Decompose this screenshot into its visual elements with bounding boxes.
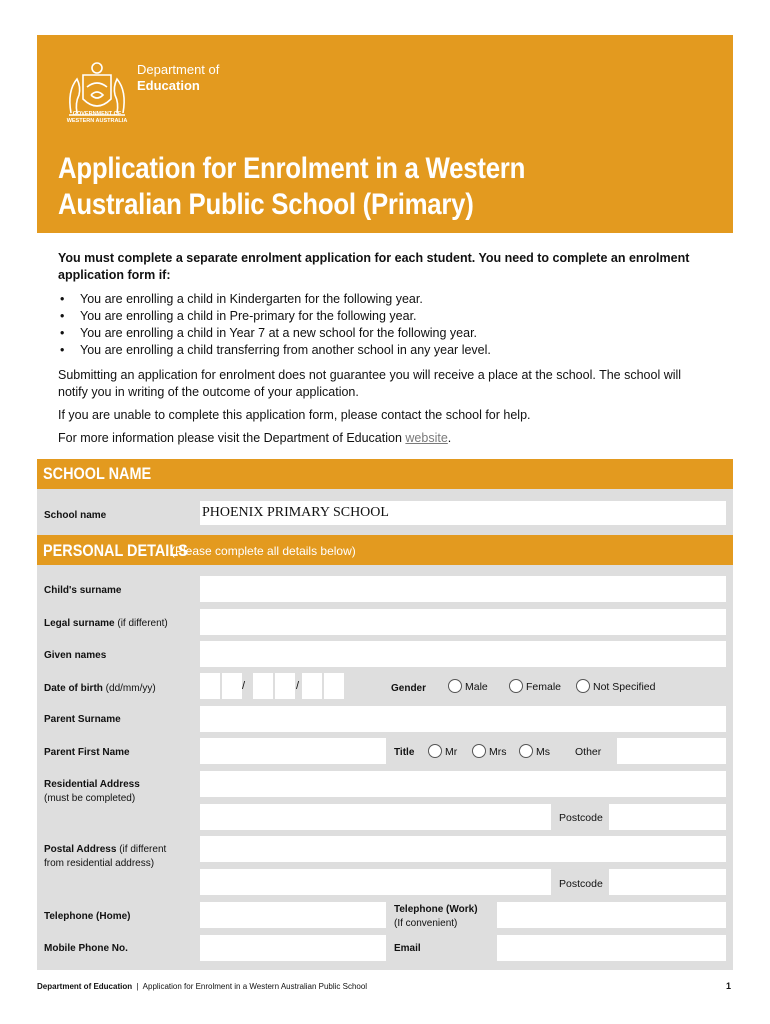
parent-surname-field[interactable] xyxy=(200,706,726,732)
personal-details-panel xyxy=(37,565,733,970)
dob-year-digit-2[interactable] xyxy=(324,673,344,699)
telephone-work-note: (If convenient) xyxy=(394,918,458,929)
school-name-panel xyxy=(37,489,733,535)
personal-section-note: (Please complete all details below) xyxy=(171,544,356,558)
telephone-work-label: Telephone (Work) xyxy=(394,904,478,915)
residential-address-line2-field[interactable] xyxy=(200,804,551,830)
mobile-phone-label: Mobile Phone No. xyxy=(44,943,128,954)
title-ms-radio[interactable] xyxy=(519,744,533,758)
gender-not-specified-radio[interactable] xyxy=(576,679,590,693)
gender-male-radio[interactable] xyxy=(448,679,462,693)
legal-surname-field[interactable] xyxy=(200,609,726,635)
dob-day-digit-2[interactable] xyxy=(222,673,242,699)
info-suffix: . xyxy=(447,431,452,445)
postal-address-label xyxy=(44,843,166,856)
personal-details-section-header xyxy=(37,535,733,565)
dob-separator: / xyxy=(296,680,300,692)
residential-address-label: Residential Address xyxy=(44,779,140,790)
parent-first-name-label: Parent First Name xyxy=(44,747,130,758)
parent-surname-label: Parent Surname xyxy=(44,714,121,725)
gender-male-label: Male xyxy=(465,681,488,693)
dob-text: Date of birth xyxy=(44,683,103,694)
mobile-phone-field[interactable] xyxy=(200,935,386,961)
postal-postcode-field[interactable] xyxy=(609,869,726,895)
school-name-section-header xyxy=(37,459,733,489)
postal-address-text: Postal Address xyxy=(44,844,117,855)
footer-separator: | xyxy=(136,982,139,991)
telephone-work-field[interactable] xyxy=(497,902,726,928)
bullet-item: • You are enrolling a child in Pre-primary for the following year. xyxy=(58,308,698,325)
childs-surname-field[interactable] xyxy=(200,576,726,602)
school-name-field[interactable] xyxy=(200,501,726,525)
email-field[interactable] xyxy=(497,935,726,961)
school-name-value: PHOENIX PRIMARY SCHOOL xyxy=(202,505,389,520)
bullet-item: • You are enrolling a child in Kindergarten for the following year. xyxy=(58,291,698,308)
page-footer xyxy=(37,982,367,991)
email-label: Email xyxy=(394,943,421,954)
intro-para-help: If you are unable to complete this application form, please contact the school for help. xyxy=(58,408,531,422)
school-section-title: SCHOOL NAME xyxy=(43,464,152,483)
dob-year-digit-1[interactable] xyxy=(302,673,322,699)
title-mrs-label: Mrs xyxy=(489,746,507,758)
info-prefix: For more information please visit the Department of Education xyxy=(58,431,406,445)
residential-postcode-field[interactable] xyxy=(609,804,726,830)
parent-first-name-field[interactable] xyxy=(200,738,386,764)
intro-lead: You must complete a separate enrolment application for each student. You need to complete an enrolment application form if: xyxy=(58,251,690,282)
dob-label xyxy=(44,682,156,695)
postal-address-note-2: from residential address) xyxy=(44,858,155,869)
residential-address-note: (must be completed) xyxy=(44,793,136,804)
dept-line1: Department of xyxy=(137,62,220,77)
crest-caption xyxy=(57,111,137,125)
personal-section-title: PERSONAL DETAILS xyxy=(43,541,188,560)
telephone-home-field[interactable] xyxy=(200,902,386,928)
header-banner xyxy=(37,35,733,233)
telephone-home-label: Telephone (Home) xyxy=(44,911,131,922)
title-ms-label: Ms xyxy=(536,746,550,758)
dob-month-digit-1[interactable] xyxy=(253,673,273,699)
dob-note: (dd/mm/yy) xyxy=(105,683,156,694)
dept-line2: Education xyxy=(137,78,200,93)
website-link[interactable]: website xyxy=(405,431,448,445)
bullet-item: • You are enrolling a child in Year 7 at a new school for the following year. xyxy=(58,325,698,342)
dob-month-digit-2[interactable] xyxy=(275,673,295,699)
gender-female-label: Female xyxy=(526,681,562,693)
postal-address-line1-field[interactable] xyxy=(200,836,726,862)
childs-surname-label: Child's surname xyxy=(44,585,122,596)
gender-female-radio[interactable] xyxy=(509,679,523,693)
title-mr-radio[interactable] xyxy=(428,744,442,758)
footer-doc-title: Application for Enrolment in a Western Australian Public School xyxy=(142,982,368,991)
legal-surname-note: (if different) xyxy=(117,618,168,629)
gender-not-specified-label: Not Specified xyxy=(593,681,656,693)
given-names-label: Given names xyxy=(44,650,107,661)
postal-postcode-label: Postcode xyxy=(559,878,603,890)
residential-address-line1-field[interactable] xyxy=(200,771,726,797)
title-other-field[interactable] xyxy=(617,738,726,764)
gender-label: Gender xyxy=(391,683,427,694)
given-names-field[interactable] xyxy=(200,641,726,667)
coat-of-arms-logo xyxy=(57,53,137,141)
residential-postcode-label: Postcode xyxy=(559,812,603,824)
crest-caption-line1: GOVERNMENT OF xyxy=(72,111,122,117)
postal-address-line2-field[interactable] xyxy=(200,869,551,895)
intro-para-info xyxy=(58,430,698,447)
crest-caption-line2: WESTERN AUSTRALIA xyxy=(66,118,128,124)
title-label: Title xyxy=(394,747,415,758)
school-name-label: School name xyxy=(44,510,107,521)
title-other-label: Other xyxy=(575,746,602,758)
intro-text xyxy=(58,250,698,447)
page-title: Application for Enrolment in a Western Australian Public School (Primary) xyxy=(58,152,526,221)
page-number: 1 xyxy=(726,981,732,991)
legal-surname-text: Legal surname xyxy=(44,618,115,629)
dob-separator: / xyxy=(242,680,246,692)
footer-dept: Department of Education xyxy=(37,982,133,991)
intro-bullets xyxy=(58,291,698,359)
legal-surname-label xyxy=(44,617,168,630)
postal-address-note-1: (if different xyxy=(119,844,167,855)
intro-para-guarantee: Submitting an application for enrolment does not guarantee you will receive a place at the school. The school will notify you in writing of the outcome of your application. xyxy=(58,368,682,399)
bullet-item: • You are enrolling a child transferring from another school in any year level. xyxy=(58,342,698,359)
department-name xyxy=(137,62,219,94)
title-mr-label: Mr xyxy=(445,746,458,758)
dob-day-digit-1[interactable] xyxy=(200,673,220,699)
title-mrs-radio[interactable] xyxy=(472,744,486,758)
